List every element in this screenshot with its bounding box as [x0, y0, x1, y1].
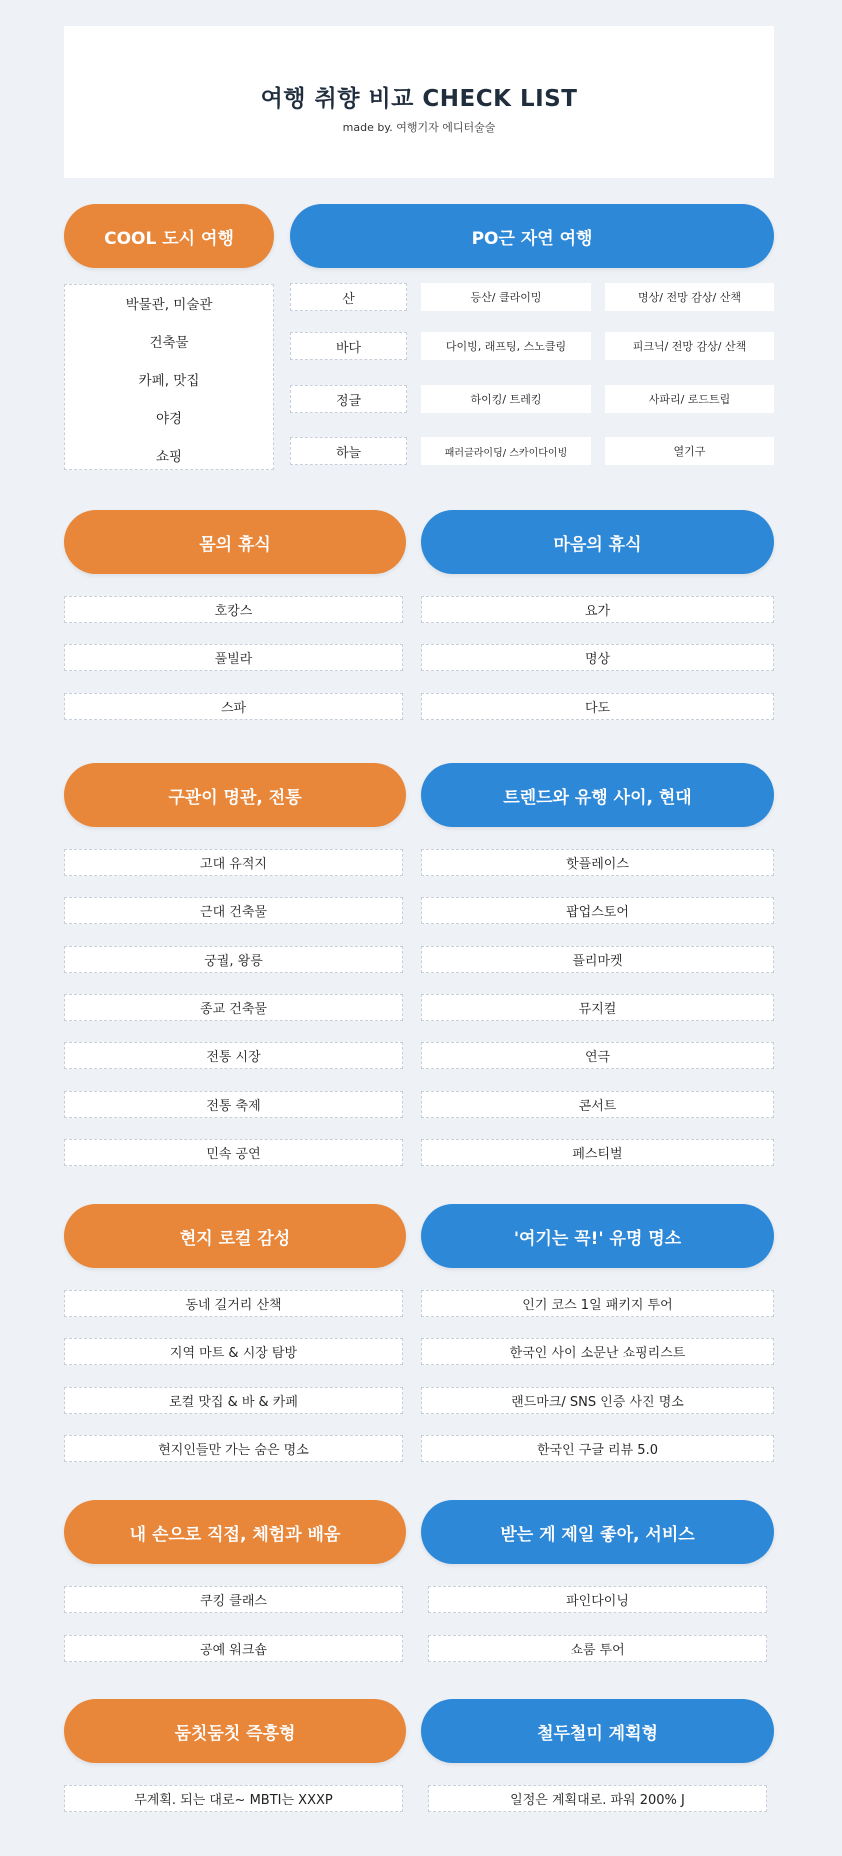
- nature-label-mountain: 산: [290, 283, 407, 311]
- list-item: 플리마켓: [421, 946, 774, 973]
- nature-activity: 패러글라이딩/ 스카이다이빙: [421, 437, 591, 465]
- city-travel-pill: COOL 도시 여행: [64, 204, 274, 268]
- service-pill: 받는 게 제일 좋아, 서비스: [421, 1500, 774, 1564]
- list-item: 콘서트: [421, 1091, 774, 1118]
- nature-activity: 등산/ 클라이밍: [421, 283, 591, 311]
- nature-label-sky: 하늘: [290, 437, 407, 465]
- list-item: 핫플레이스: [421, 849, 774, 876]
- hands-on-pill: 내 손으로 직접, 체험과 배움: [64, 1500, 406, 1564]
- list-item: 고대 유적지: [64, 849, 403, 876]
- nature-activity: 다이빙, 래프팅, 스노클링: [421, 332, 591, 360]
- nature-activity: 하이킹/ 트레킹: [421, 385, 591, 413]
- modern-trend-pill: 트렌드와 유행 사이, 현대: [421, 763, 774, 827]
- list-item: 지역 마트 & 시장 탐방: [64, 1338, 403, 1365]
- list-item: 쿠킹 클래스: [64, 1586, 403, 1613]
- page-title: 여행 취향 비교 CHECK LIST: [260, 85, 578, 112]
- nature-activity: 사파리/ 로드트립: [605, 385, 774, 413]
- list-item: 공예 워크숍: [64, 1635, 403, 1662]
- list-item: 전통 시장: [64, 1042, 403, 1069]
- list-item: 명상: [421, 644, 774, 671]
- list-item: 카페, 맛집: [138, 373, 200, 389]
- list-item: 무계획. 되는 대로~ MBTI는 XXXP: [64, 1785, 403, 1812]
- list-item: 전통 축제: [64, 1091, 403, 1118]
- list-item: 인기 코스 1일 패키지 투어: [421, 1290, 774, 1317]
- list-item: 야경: [155, 411, 183, 427]
- list-item: 궁궐, 왕릉: [64, 946, 403, 973]
- list-item: 다도: [421, 693, 774, 720]
- list-item: 박물관, 미술관: [125, 297, 213, 313]
- nature-activity: 열기구: [605, 437, 774, 465]
- city-list-box: [64, 284, 274, 470]
- list-item: 연극: [421, 1042, 774, 1069]
- list-item: 파인다이닝: [428, 1586, 767, 1613]
- page-subtitle: made by. 여행기자 에디터술술: [342, 120, 496, 134]
- list-item: 로컬 맛집 & 바 & 카페: [64, 1387, 403, 1414]
- list-item: 민속 공연: [64, 1139, 403, 1166]
- list-item: 쇼핑: [155, 449, 183, 465]
- nature-label-sea: 바다: [290, 332, 407, 360]
- nature-label-jungle: 정글: [290, 385, 407, 413]
- nature-travel-pill: PO근 자연 여행: [290, 204, 774, 268]
- list-item: 요가: [421, 596, 774, 623]
- list-item: 현지인들만 가는 숨은 명소: [64, 1435, 403, 1462]
- spontaneous-pill: 둠칫둠칫 즉흥형: [64, 1699, 406, 1763]
- list-item: 뮤지컬: [421, 994, 774, 1021]
- list-item: 페스티벌: [421, 1139, 774, 1166]
- mind-rest-pill: 마음의 휴식: [421, 510, 774, 574]
- list-item: 일정은 계획대로. 파워 200% J: [428, 1785, 767, 1812]
- local-vibe-pill: 현지 로컬 감성: [64, 1204, 406, 1268]
- list-item: 종교 건축물: [64, 994, 403, 1021]
- nature-activity: 명상/ 전망 감상/ 산책: [605, 283, 774, 311]
- list-item: 동네 길거리 산책: [64, 1290, 403, 1317]
- list-item: 랜드마크/ SNS 인증 사진 명소: [421, 1387, 774, 1414]
- nature-activity: 피크닉/ 전망 감상/ 산책: [605, 332, 774, 360]
- list-item: 스파: [64, 693, 403, 720]
- list-item: 근대 건축물: [64, 897, 403, 924]
- header-card: [64, 26, 774, 178]
- famous-spot-pill: '여기는 꼭!' 유명 명소: [421, 1204, 774, 1268]
- list-item: 팝업스토어: [421, 897, 774, 924]
- list-item: 한국인 사이 소문난 쇼핑리스트: [421, 1338, 774, 1365]
- list-item: 호캉스: [64, 596, 403, 623]
- body-rest-pill: 몸의 휴식: [64, 510, 406, 574]
- planner-pill: 철두철미 계획형: [421, 1699, 774, 1763]
- list-item: 풀빌라: [64, 644, 403, 671]
- list-item: 쇼룸 투어: [428, 1635, 767, 1662]
- tradition-pill: 구관이 명관, 전통: [64, 763, 406, 827]
- list-item: 한국인 구글 리뷰 5.0: [421, 1435, 774, 1462]
- list-item: 건축물: [149, 335, 189, 351]
